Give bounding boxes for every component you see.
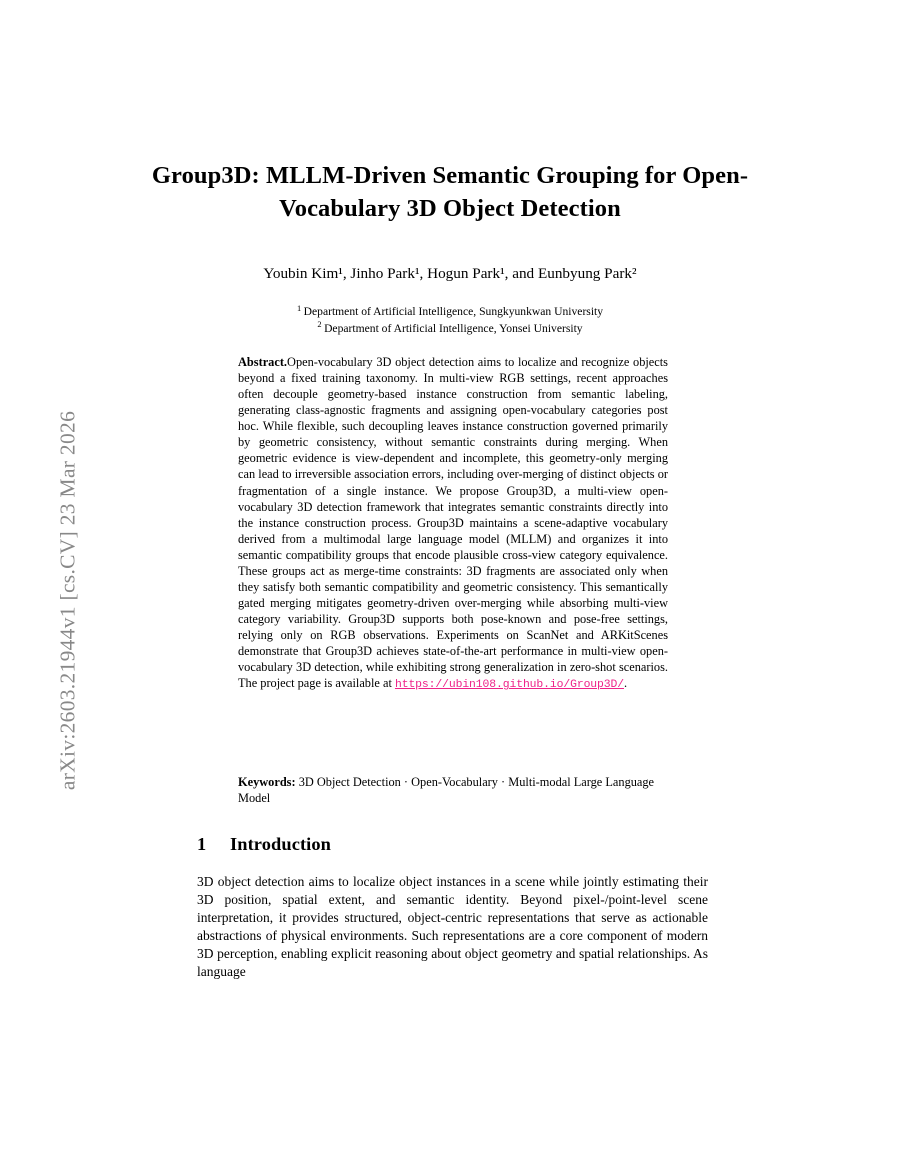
- abstract-text-tail: .: [623, 676, 628, 691]
- affiliation-item: [150, 321, 750, 337]
- introduction-paragraph: 3D object detection aims to localize object instances in a scene while jointly estimating their 3D position, spatial extent, and semantic identity. Beyond pixel-/point-level scene interpretation, it provides structured, object-centric representations that serve as actionable abstractions of physical environments. Such representations are a core component of modern 3D perception, enabling explicit reasoning about object geometry and spatial relationships. As language: [197, 874, 708, 979]
- affiliation-list: [150, 304, 750, 337]
- keywords-block: [238, 774, 672, 806]
- title-block: [150, 160, 750, 337]
- abstract-label: Abstract.: [238, 355, 288, 369]
- author-list: Youbin Kim¹, Jinho Park¹, Hogun Park¹, and Eunbyung Park²: [263, 265, 637, 283]
- abstract-text: Open-vocabulary 3D object detection aims to localize and recognize objects beyond a fixed training taxonomy. In multi-view RGB settings, recent approaches often decouple geometry-based instance construction from semantic labeling, generating class-agnostic fragments and assigning open-vocabulary categories post hoc. While flexible, such decoupling leaves instance construction governed primarily by geometric consistency, without semantic constraints during merging. When geometric evidence is view-dependent and incomplete, this geometry-only merging can lead to irreversible association errors, including over-merging of distinct objects or fragmentation of a single instance. We propose Group3D, a multi-view open-vocabulary 3D detection framework that integrates semantic constraints directly into the instance construction process. Group3D maintains a scene-adaptive vocabulary derived from a multimodal large language model (MLLM) and organizes it into semantic compatibility groups that encode plausible cross-view category equivalence. These groups act as merge-time constraints: 3D fragments are associated only when they satisfy both semantic compatibility and geometric consistency. This semantically gated merging mitigates geometry-driven over-merging while absorbing multi-view category variability. Group3D supports both pose-known and pose-free settings, relying only on RGB observations. Experiments on ScanNet and ARKitScenes demonstrate that Group3D achieves state-of-the-art performance in multi-view open-vocabulary 3D detection, while exhibiting strong generalization in zero-shot scenarios. The project page is available at: [238, 355, 668, 691]
- section-title: Introduction: [230, 834, 332, 854]
- section-heading-introduction: [197, 834, 331, 855]
- keywords-text: 3D Object Detection · Open-Vocabulary · Multi-modal Large Language Model: [238, 775, 655, 806]
- affiliation-text: Department of Artificial Intelligence, Yonsei University: [324, 321, 583, 335]
- project-page-link[interactable]: https://ubin108.github.io/Group3D/: [394, 679, 624, 692]
- keywords-label: Keywords:: [238, 775, 296, 789]
- abstract-block: [238, 354, 668, 693]
- affiliation-text: Department of Artificial Intelligence, Sungkyunkwan University: [303, 305, 604, 319]
- page-title: Group3D: MLLM-Driven Semantic Grouping for Open-Vocabulary 3D Object Detection: [151, 162, 749, 222]
- section-number: 1: [197, 834, 207, 854]
- affiliation-marker: 1: [296, 303, 302, 313]
- affiliation-marker: 2: [317, 320, 322, 330]
- arxiv-stamp: arXiv:2603.21944v1 [cs.CV] 23 Mar 2026: [55, 410, 80, 791]
- affiliation-item: [150, 304, 750, 320]
